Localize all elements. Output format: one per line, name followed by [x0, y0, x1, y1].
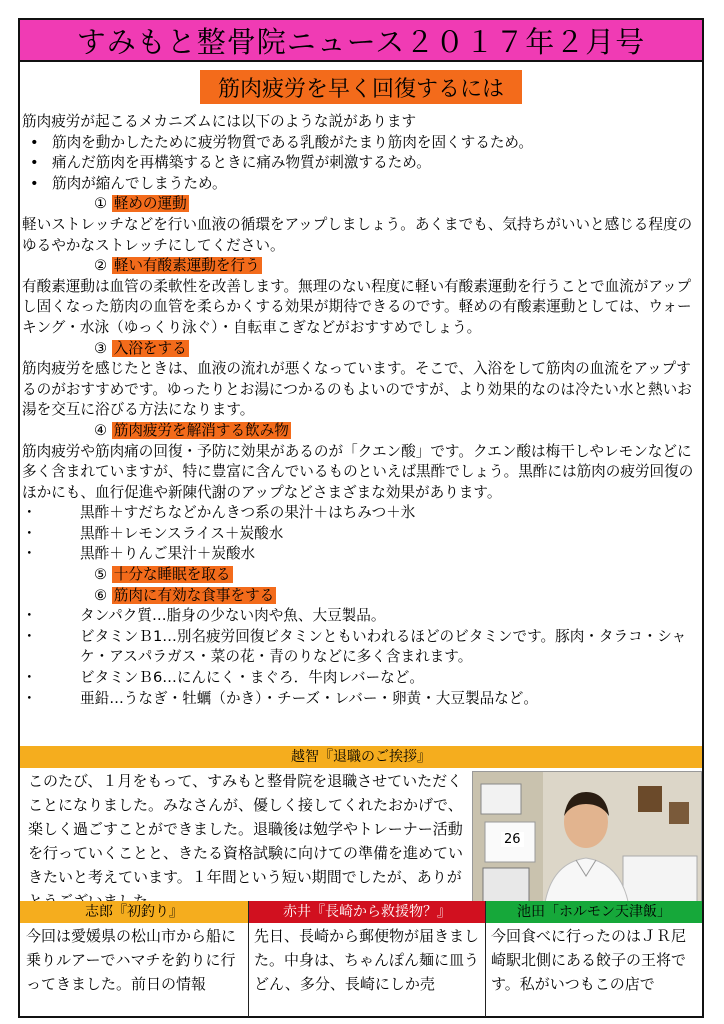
cause-item: • 筋肉を動かしたために疲労物質である乳酸がたまり筋肉を固くするため。 [22, 133, 702, 154]
newsletter-title: すみもと整骨院ニュース２０１７年２月号 [76, 24, 646, 59]
section-title: 入浴をする [113, 339, 187, 357]
farewell-heading: 越智『退職のご挨拶』 [20, 746, 702, 768]
article-body [22, 112, 702, 709]
section-number: ① [94, 195, 108, 213]
section-heading [22, 421, 702, 442]
staff-photo-illustration [473, 772, 701, 922]
column-body-akai: 先日、長崎から郵便物が届きました。中身は、ちゃんぽん麺に皿うどん、多分、長崎にしか売 [254, 927, 480, 993]
farewell-text: このたび、１月をもって、すみもと整骨院を退職させていただくことになりました。みなさんが、優しく接してくれたおかげで、楽しく過ごすことができました。退職後は勉学やトレーナー活動を行っていくことと、きたる資格試験に向けての準備を進めていきたいと考えています。１年間という短い期間でしたが、ありが [28, 772, 464, 886]
section-heading [22, 565, 702, 586]
section-title: 十分な睡眠を取る [113, 566, 231, 584]
section-title: 軽い有酸素運動を行う [113, 257, 260, 275]
section-heading [22, 586, 702, 607]
photo-sign-number: 26 [501, 832, 524, 847]
drink-item: ・ 黒酢＋りんご果汁＋炭酸水 [22, 544, 702, 565]
food-item: ・ ビタミンＢ6…にんにく・まぐろ．牛肉レバーなど。 [22, 668, 702, 689]
section-body: 筋肉疲労を感じたときは、血液の流れが悪くなっています。そこで、入浴をして筋肉の血流をアップするのがおすすめです。ゆったりとお湯につかるのもよいのですが、より効果的なのは冷たい水と熱いお湯を交互に浴びる方法になります。 [22, 360, 692, 419]
section-heading [22, 339, 702, 360]
section-title: 筋肉に有効な食事をする [113, 586, 275, 604]
section-body: 筋肉疲労や筋肉痛の回復・予防に効果があるのが「クエン酸」です。クエン酸は梅干しやレモンなどに多く含まれていますが、特に豊富に含んでいるものといえば黒酢でしょう。黒酢には筋肉の疲労回復のほかにも、血行促進や新陳代謝のアップなどさまざまな効果があります。 [22, 442, 694, 501]
column-body-shiro: 今回は愛媛県の松山市から船に乗りルアーでハマチを釣りに行ってきました。前日の情報 [26, 927, 237, 993]
column-heading-ikeda: 池田「ホルモン天津飯」 [486, 901, 702, 923]
section-number: ④ [94, 421, 108, 439]
section-number: ② [94, 257, 108, 275]
drink-item: ・ 黒酢＋レモンスライス＋炭酸水 [22, 524, 702, 545]
column-heading-shiro: 志郎『初釣り』 [20, 901, 248, 923]
food-item: ・ 亜鉛…うなぎ・牡蠣（かき）・チーズ・レバー・卵黄・大豆製品など。 [22, 689, 702, 710]
intro-text: 筋肉疲労が起こるメカニズムには以下のような説があります [22, 113, 417, 130]
section-body: 軽いストレッチなどを行い血液の循環をアップしましょう。あくまでも、気持ちがいいと感じる程度のゆるやかなストレッチにしてください。 [22, 215, 693, 254]
section-number: ⑥ [94, 586, 108, 604]
column-body-ikeda: 今回食べに行ったのはＪＲ尼崎駅北側にある餃子の王将です。私がいつもこの店で [491, 927, 687, 993]
column-heading-akai: 赤井『長崎から救援物？』 [249, 901, 485, 923]
column-divider [485, 901, 486, 1017]
cause-item: • 痛んだ筋肉を再構築するときに痛み物質が刺激するため。 [22, 153, 702, 174]
drink-item: ・ 黒酢＋すだちなどかんきつ系の果汁＋はちみつ＋氷 [22, 503, 702, 524]
column-divider [248, 901, 249, 1017]
section-number: ⑤ [94, 566, 108, 584]
cause-item: • 筋肉が縮んでしまうため。 [22, 174, 702, 195]
food-item: ・ タンパク質…脂身の少ない肉や魚、大豆製品。 [22, 606, 702, 627]
section-title: 軽めの運動 [113, 195, 187, 213]
section-body: 有酸素運動は血管の柔軟性を改善します。無理のない程度に軽い有酸素運動を行うことで血流がアップし固くなった筋肉の血管を柔らかくする効果が期待できるのです。軽めの有酸素運動としては、ウォーキング・水泳（ゆっくり泳ぐ）・自転車こぎなどがおすすめでしょう。 [22, 277, 692, 336]
section-title: 筋肉疲労を解消する飲み物 [113, 421, 289, 439]
section-heading [22, 256, 702, 277]
newsletter-title-bar [18, 18, 704, 62]
food-item: ・ ビタミンＢ1…別名疲労回復ビタミンともいわれるほどのビタミンです。豚肉・タラコ・シャケ・アスパラガス・菜の花・青のりなどに多く含まれます。 [22, 627, 702, 668]
section-heading [22, 194, 702, 215]
article-headline [200, 70, 522, 104]
article-headline-text: 筋肉疲労を早く回復するには [217, 76, 504, 102]
section-number: ③ [94, 339, 108, 357]
